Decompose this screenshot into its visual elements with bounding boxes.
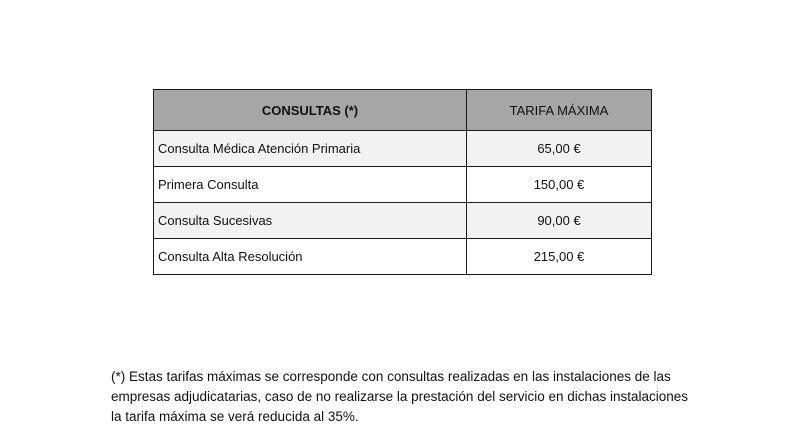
row-name-primera-consulta: Primera Consulta (154, 167, 467, 203)
row-price-consulta-sucesivas: 90,00 € (467, 203, 652, 239)
row-price-consulta-alta-resolucion: 215,00 € (467, 239, 652, 275)
header-tarifa-maxima: TARIFA MÁXIMA (467, 90, 652, 131)
table-row (154, 167, 652, 203)
row-name-consulta-sucesivas: Consulta Sucesivas (154, 203, 467, 239)
row-name-consulta-alta-resolucion: Consulta Alta Resolución (154, 239, 467, 275)
table-row (154, 131, 652, 167)
row-name-consulta-medica: Consulta Médica Atención Primaria (154, 131, 467, 167)
table-body (154, 131, 652, 275)
row-price-consulta-medica: 65,00 € (467, 131, 652, 167)
header-row (154, 90, 652, 131)
tariff-table (153, 89, 652, 275)
footnote-line-2: empresas adjudicatarias, caso de no realizarse la prestación del servicio en dichas instalaciones (111, 389, 689, 404)
footnote-line-3: la tarifa máxima se verá reducida al 35%. (111, 409, 359, 424)
footnote-line-1: (*) Estas tarifas máximas se corresponde con consultas realizadas en las instalaciones de las (111, 369, 671, 384)
table-row (154, 239, 652, 275)
row-price-primera-consulta: 150,00 € (467, 167, 652, 203)
footnote (111, 367, 701, 427)
table-row (154, 203, 652, 239)
table-header (154, 90, 652, 131)
header-consultas: CONSULTAS (*) (154, 90, 467, 131)
